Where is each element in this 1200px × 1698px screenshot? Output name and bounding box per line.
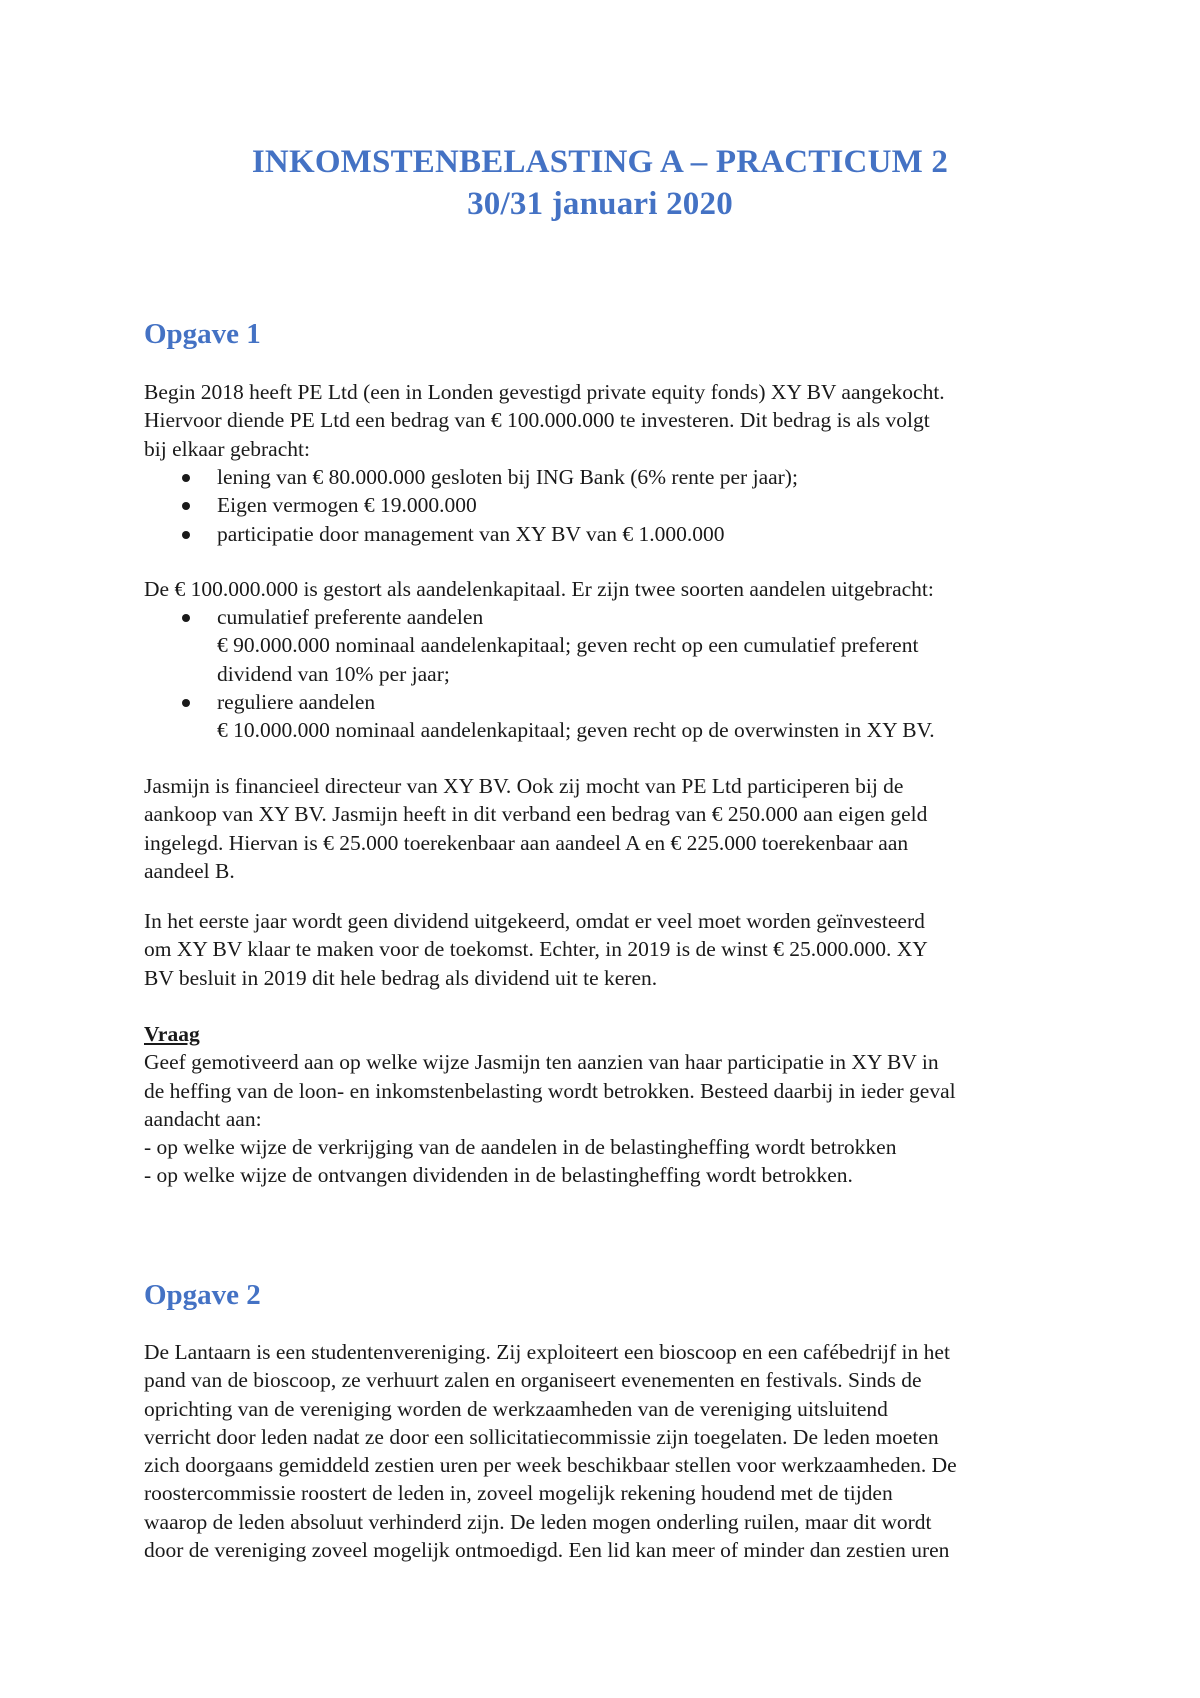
share-type-label: reguliere aandelen: [217, 689, 376, 714]
paragraph-line: De Lantaarn is een studentenvereniging. Zij exploiteert een bioscoop en een cafébedrijf in het: [144, 1340, 950, 1364]
dividend-paragraph: [144, 907, 1074, 992]
question-line: de heffing van de loon- en inkomstenbelasting wordt betrokken. Besteed daarbij in ieder geval: [144, 1078, 956, 1103]
paragraph-line: waarop de leden absoluut verhinderd zijn. De leden mogen onderling ruilen, maar dit wordt: [144, 1509, 932, 1534]
paragraph-line: verricht door leden nadat ze door een sollicitatiecommissie zijn toegelaten. De leden moeten: [144, 1424, 939, 1449]
share-type-detail: dividend van 10% per jaar;: [217, 661, 450, 686]
opgave-2-paragraph: [144, 1338, 1074, 1564]
share-types-list: [144, 603, 935, 744]
question-label: Vraag: [144, 1022, 200, 1046]
paragraph-line: ingelegd. Hiervan is € 25.000 toerekenbaar aan aandeel A en € 225.000 toerekenbaar aan: [144, 830, 909, 855]
opgave-2-heading: Opgave 2: [144, 1279, 261, 1311]
intro-line: Hiervoor diende PE Ltd een bedrag van € 100.000.000 te investeren. Dit bedrag is als volgt: [144, 408, 930, 433]
question-line: Geef gemotiveerd aan op welke wijze Jasmijn ten aanzien van haar participatie in XY BV in: [144, 1050, 939, 1075]
share-type-detail: € 10.000.000 nominaal aandelenkapitaal; geven recht op de overwinsten in XY BV.: [217, 718, 935, 743]
document-title: [0, 141, 1200, 225]
paragraph-line: zich doorgaans gemiddeld zestien uren per week beschikbaar stellen voor werkzaamheden. De: [144, 1453, 957, 1478]
paragraph-line: oprichting van de vereniging worden de werkzaamheden van de vereniging uitsluitend: [144, 1396, 888, 1421]
share-type-item: [144, 688, 935, 745]
paragraph-line: Jasmijn is financieel directeur van XY BV. Ook zij mocht van PE Ltd participeren bij de: [144, 774, 904, 798]
opgave-1-heading: Opgave 1: [144, 318, 261, 350]
financing-item: lening van € 80.000.000 gesloten bij ING Bank (6% rente per jaar);: [144, 463, 798, 491]
intro-line: bij elkaar gebracht:: [144, 436, 310, 461]
financing-list: [144, 463, 798, 548]
paragraph-line: aankoop van XY BV. Jasmijn heeft in dit verband een bedrag van € 250.000 aan eigen geld: [144, 802, 928, 827]
shares-intro-line: De € 100.000.000 is gestort als aandelenkapitaal. Er zijn twee soorten aandelen uitgebracht:: [144, 577, 934, 601]
share-type-item: [144, 603, 935, 688]
paragraph-line: door de vereniging zoveel mogelijk ontmoedigd. Een lid kan meer of minder dan zestien uren: [144, 1538, 950, 1563]
paragraph-line: om XY BV klaar te maken voor de toekomst. Echter, in 2019 is de winst € 25.000.000. XY: [144, 937, 928, 962]
shares-intro: [144, 575, 1074, 603]
paragraph-line: In het eerste jaar wordt geen dividend uitgekeerd, omdat er veel moet worden geïnvesteerd: [144, 909, 925, 933]
question-block: [144, 1020, 1074, 1190]
title-line-1: INKOMSTENBELASTING A – PRACTICUM 2: [251, 144, 949, 180]
question-line: - op welke wijze de ontvangen dividenden in de belastingheffing wordt betrokken.: [144, 1163, 853, 1188]
intro-line: Begin 2018 heeft PE Ltd (een in Londen gevestigd private equity fonds) XY BV aangekocht.: [144, 380, 945, 404]
question-line: aandacht aan:: [144, 1106, 262, 1131]
jasmijn-paragraph: [144, 772, 1074, 885]
share-type-label: cumulatief preferente aandelen: [217, 605, 484, 629]
financing-item: participatie door management van XY BV van € 1.000.000: [144, 520, 798, 548]
title-line-2: 30/31 januari 2020: [467, 186, 733, 222]
paragraph-line: BV besluit in 2019 dit hele bedrag als dividend uit te keren.: [144, 965, 658, 990]
question-line: - op welke wijze de verkrijging van de aandelen in de belastingheffing wordt betrokken: [144, 1135, 897, 1160]
share-type-detail: € 90.000.000 nominaal aandelenkapitaal; geven recht op een cumulatief preferent: [217, 633, 919, 658]
paragraph-line: roostercommissie roostert de leden in, zoveel mogelijk rekening houdend met de tijden: [144, 1481, 893, 1506]
paragraph-line: aandeel B.: [144, 858, 235, 883]
paragraph-line: pand van de bioscoop, ze verhuurt zalen en organiseert evenementen en festivals. Sinds de: [144, 1368, 922, 1393]
opgave-1-intro: [144, 378, 1074, 463]
financing-item: Eigen vermogen € 19.000.000: [144, 491, 798, 519]
